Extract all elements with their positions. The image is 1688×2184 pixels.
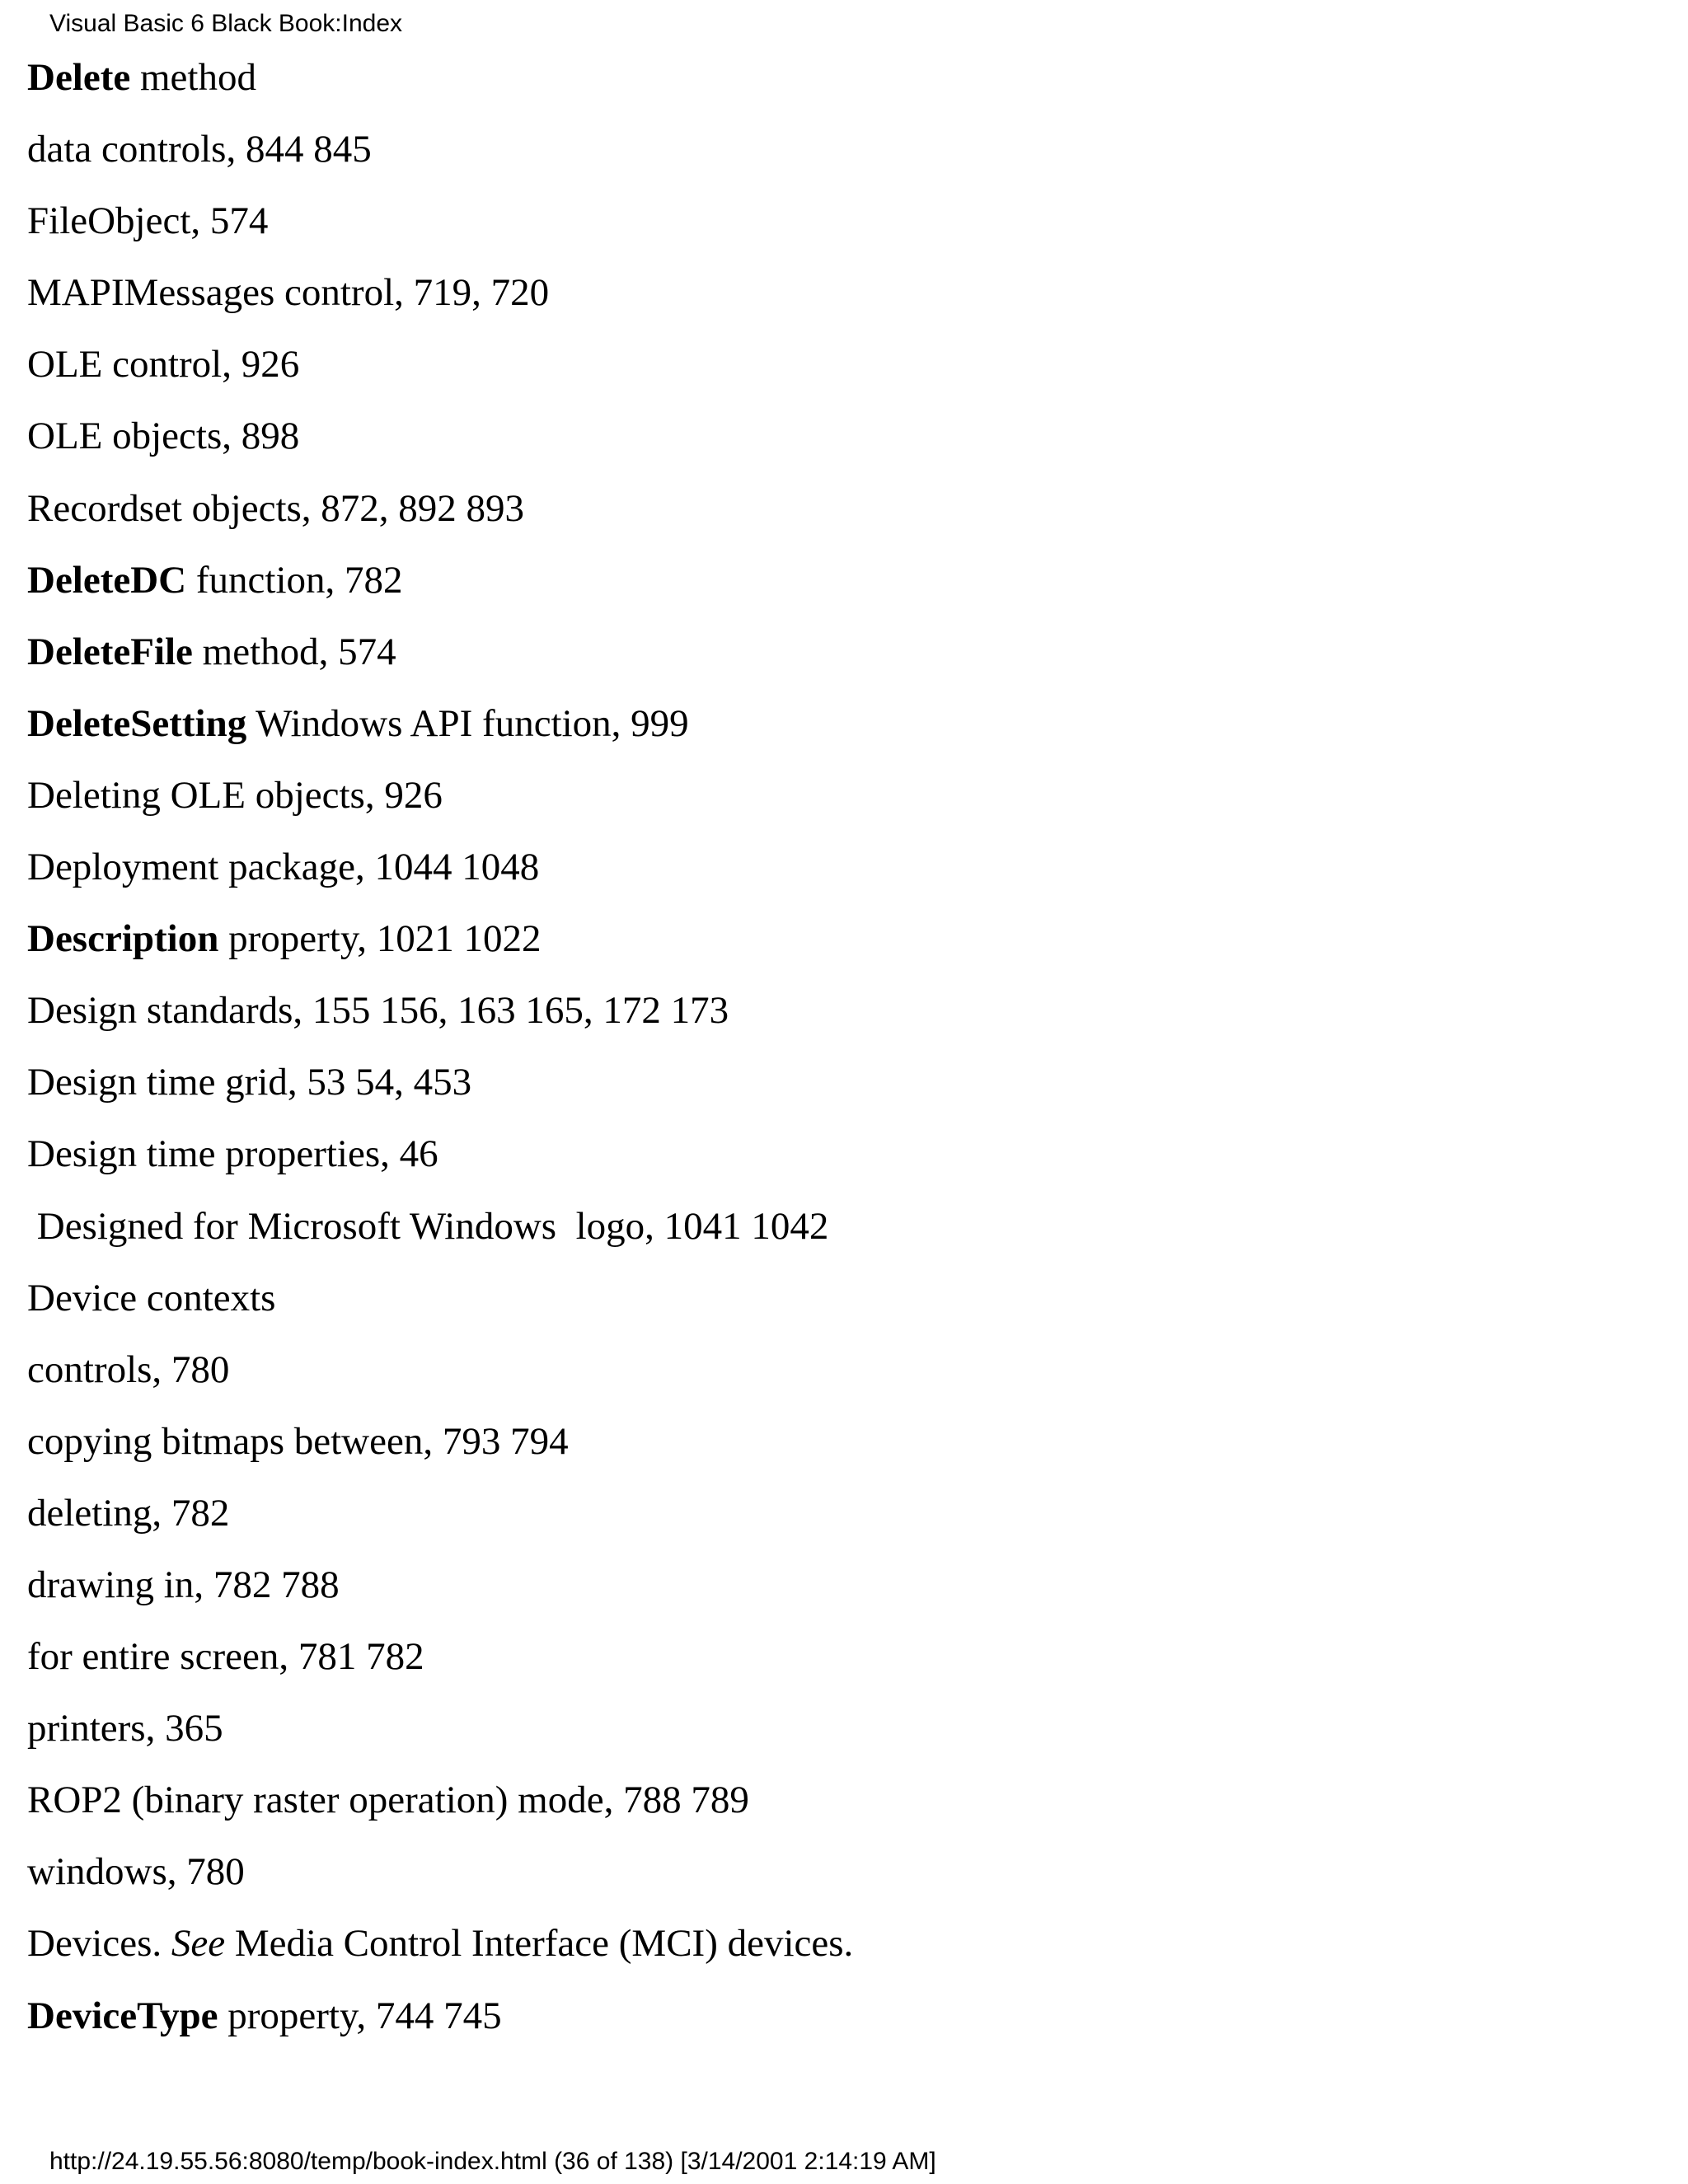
index-entry bbox=[27, 1056, 853, 1127]
entry-text: copying bitmaps between, 793 794 bbox=[27, 1419, 569, 1463]
index-term: DeleteDC bbox=[27, 558, 187, 602]
index-entry bbox=[27, 841, 853, 912]
entry-text: Deployment package, 1044 1048 bbox=[27, 846, 540, 889]
index-entry bbox=[27, 51, 853, 123]
entry-text: Deleting OLE objects, 926 bbox=[27, 773, 443, 817]
entry-text: drawing in, 782 788 bbox=[27, 1563, 340, 1606]
entry-text: property, 744 745 bbox=[218, 1994, 502, 2037]
entry-text: Device contexts bbox=[27, 1276, 276, 1319]
entry-text: ROP2 (binary raster operation) mode, 788 789 bbox=[27, 1779, 749, 1822]
index-term: DeviceType bbox=[27, 1994, 218, 2037]
index-entry bbox=[27, 1990, 853, 2061]
entry-text: deleting, 782 bbox=[27, 1491, 230, 1535]
entry-text: controls, 780 bbox=[27, 1347, 230, 1391]
index-subentry bbox=[27, 123, 853, 194]
index-subentry bbox=[27, 1630, 853, 1702]
index-subentry bbox=[27, 338, 853, 410]
entry-text: method, 574 bbox=[192, 630, 396, 673]
entry-text: function, 782 bbox=[186, 558, 403, 602]
index-entry bbox=[27, 1200, 853, 1272]
index-entry bbox=[27, 697, 853, 769]
index-subentry bbox=[27, 410, 853, 481]
index-entry bbox=[27, 1127, 853, 1199]
index-entry bbox=[27, 912, 853, 984]
entry-text-tail: Media Control Interface (MCI) devices. bbox=[225, 1922, 854, 1966]
index-term: Delete bbox=[27, 56, 131, 99]
entry-text: for entire screen, 781 782 bbox=[27, 1635, 424, 1679]
index-subentry bbox=[27, 1415, 853, 1487]
index-subentry bbox=[27, 1702, 853, 1774]
index-entry bbox=[27, 769, 853, 841]
entry-text: method bbox=[130, 56, 256, 99]
index-entry bbox=[27, 1917, 853, 1989]
entry-text: windows, 780 bbox=[27, 1850, 245, 1894]
entry-text: Design time grid, 53 54, 453 bbox=[27, 1061, 472, 1104]
page-header: Visual Basic 6 Black Book:Index bbox=[49, 10, 403, 37]
entry-text: MAPIMessages control, 719, 720 bbox=[27, 271, 550, 315]
index-subentry bbox=[27, 1845, 853, 1917]
index-subentry bbox=[27, 1774, 853, 1845]
index-term: DeleteFile bbox=[27, 630, 193, 673]
entry-text: Design time properties, 46 bbox=[27, 1132, 438, 1176]
entry-text: Devices. bbox=[27, 1922, 171, 1966]
index-entry bbox=[27, 1272, 853, 1343]
entry-text: printers, 365 bbox=[27, 1707, 223, 1750]
entry-text: Design standards, 155 156, 163 165, 172 173 bbox=[27, 989, 729, 1033]
page-footer: http://24.19.55.56:8080/temp/book-index.html (36 of 138) [3/14/2001 2:14:19 AM] bbox=[49, 2148, 936, 2175]
entry-text: OLE objects, 898 bbox=[27, 415, 300, 458]
index-subentry bbox=[27, 482, 853, 554]
see-reference: See bbox=[171, 1922, 226, 1966]
index-subentry bbox=[27, 1487, 853, 1558]
index-entry bbox=[27, 626, 853, 697]
entry-text: property, 1021 1022 bbox=[218, 917, 542, 961]
index-term: DeleteSetting bbox=[27, 701, 247, 745]
index-list bbox=[27, 51, 853, 2061]
index-subentry bbox=[27, 1558, 853, 1630]
entry-text: data controls, 844 845 bbox=[27, 128, 372, 171]
index-entry bbox=[27, 554, 853, 626]
index-term: Description bbox=[27, 917, 219, 961]
index-subentry bbox=[27, 194, 853, 266]
entry-text: Windows API function, 999 bbox=[246, 701, 689, 745]
index-entry bbox=[27, 984, 853, 1056]
entry-text: OLE control, 926 bbox=[27, 343, 300, 387]
entry-text: FileObject, 574 bbox=[27, 199, 269, 243]
index-subentry bbox=[27, 266, 853, 338]
entry-text: Recordset objects, 872, 892 893 bbox=[27, 486, 525, 530]
index-subentry bbox=[27, 1343, 853, 1415]
entry-text: Designed for Microsoft Windows logo, 1041 1042 bbox=[27, 1204, 829, 1248]
